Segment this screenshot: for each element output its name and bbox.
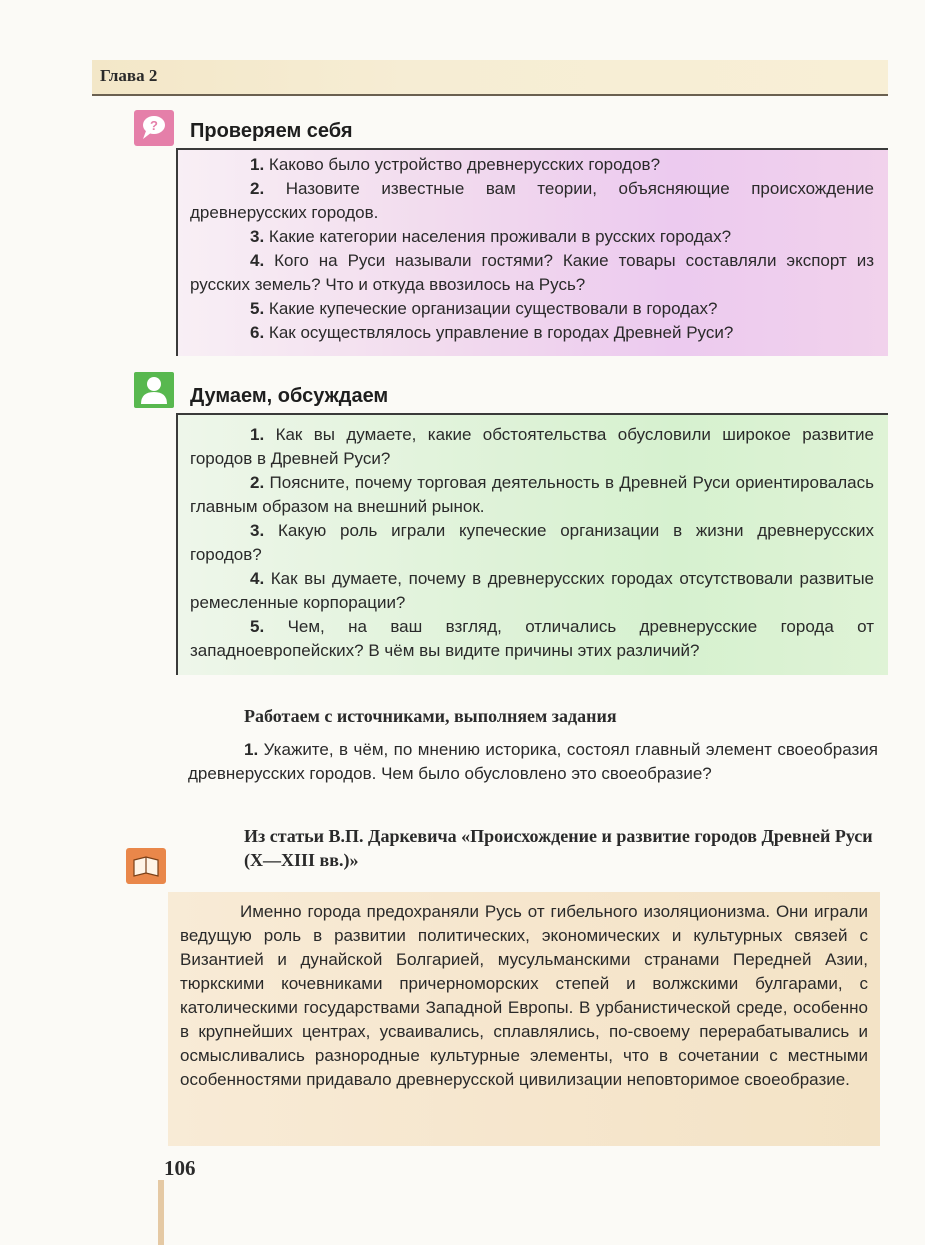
quote-box: [168, 892, 880, 1146]
speech-bubble-icon: [134, 110, 174, 146]
discuss-questions-box: [176, 413, 888, 675]
svg-text:?: ?: [150, 118, 158, 133]
question-item: 5. Чем, на ваш взгляд, отличались древнерусские города от западноевропейских? В чём вы видите причины этих различий?: [190, 617, 874, 660]
question-item: 4. Кого на Руси называли гостями? Какие товары составляли экспорт из русских земель? Что и откуда ввозилось на Русь?: [190, 251, 874, 294]
question-item: 1. Каково было устройство древнерусских городов?: [250, 155, 661, 174]
question-item: 6. Как осуществлялось управление в городах Древней Руси?: [250, 323, 734, 342]
source-title: Из статьи В.П. Даркевича «Происхождение и развитие городов Древней Руси (X—XIII вв.)»: [244, 826, 873, 870]
check-questions-box: [176, 148, 888, 356]
source-task: 1. Укажите, в чём, по мнению историка, состоял главный элемент своеобразия древнерусских городов. Чем было обусловлено это своеобразие?: [188, 740, 878, 783]
question-item: 2. Поясните, почему торговая деятельность в Древней Руси ориентировалась главным образом на внешний рынок.: [190, 473, 874, 516]
margin-strip: [158, 1180, 164, 1245]
check-section-title: Проверяем себя: [190, 120, 353, 142]
book-icon: [126, 848, 166, 884]
chapter-header-bar: [92, 60, 888, 96]
question-item: 3. Какую роль играли купеческие организации в жизни древнерусских городов?: [190, 521, 874, 564]
question-item: 2. Назовите известные вам теории, объясняющие происхождение древнерусских городов.: [190, 179, 874, 222]
question-item: 4. Как вы думаете, почему в древнерусских городах отсутствовали развитые ремесленные корпорации?: [190, 569, 874, 612]
question-item: 1. Как вы думаете, какие обстоятельства обусловили широкое развитие городов в Древней Руси?: [190, 425, 874, 468]
sources-heading: Работаем с источниками, выполняем задания: [244, 706, 617, 726]
question-item: 5. Какие купеческие организации существовали в городах?: [250, 299, 718, 318]
person-icon: [134, 372, 174, 408]
page-number: 106: [164, 1156, 196, 1180]
discuss-section-title: Думаем, обсуждаем: [190, 385, 389, 407]
question-item: 3. Какие категории населения проживали в русских городах?: [250, 227, 732, 246]
chapter-label: Глава 2: [100, 66, 158, 85]
quote-text: Именно города предохраняли Русь от гибельного изоляционизма. Они играли ведущую роль в развитии политических, экономических и культурных связей с Византией и дунайской Болгарией, мусульманскими странами Передней Азии, тюркскими кочевниками причерноморских степей и волжскими булгарами, с католическими государствами Западной Европы. В урбанистической среде, особенно в крупнейших центрах, усваивались, сплавлялись, по-своему перерабатывались и осмысливались разнородные культурные элементы, что в сочетании с местными особенностями придавало древнерусской цивилизации неповторимое своеобразие.: [180, 902, 868, 1089]
